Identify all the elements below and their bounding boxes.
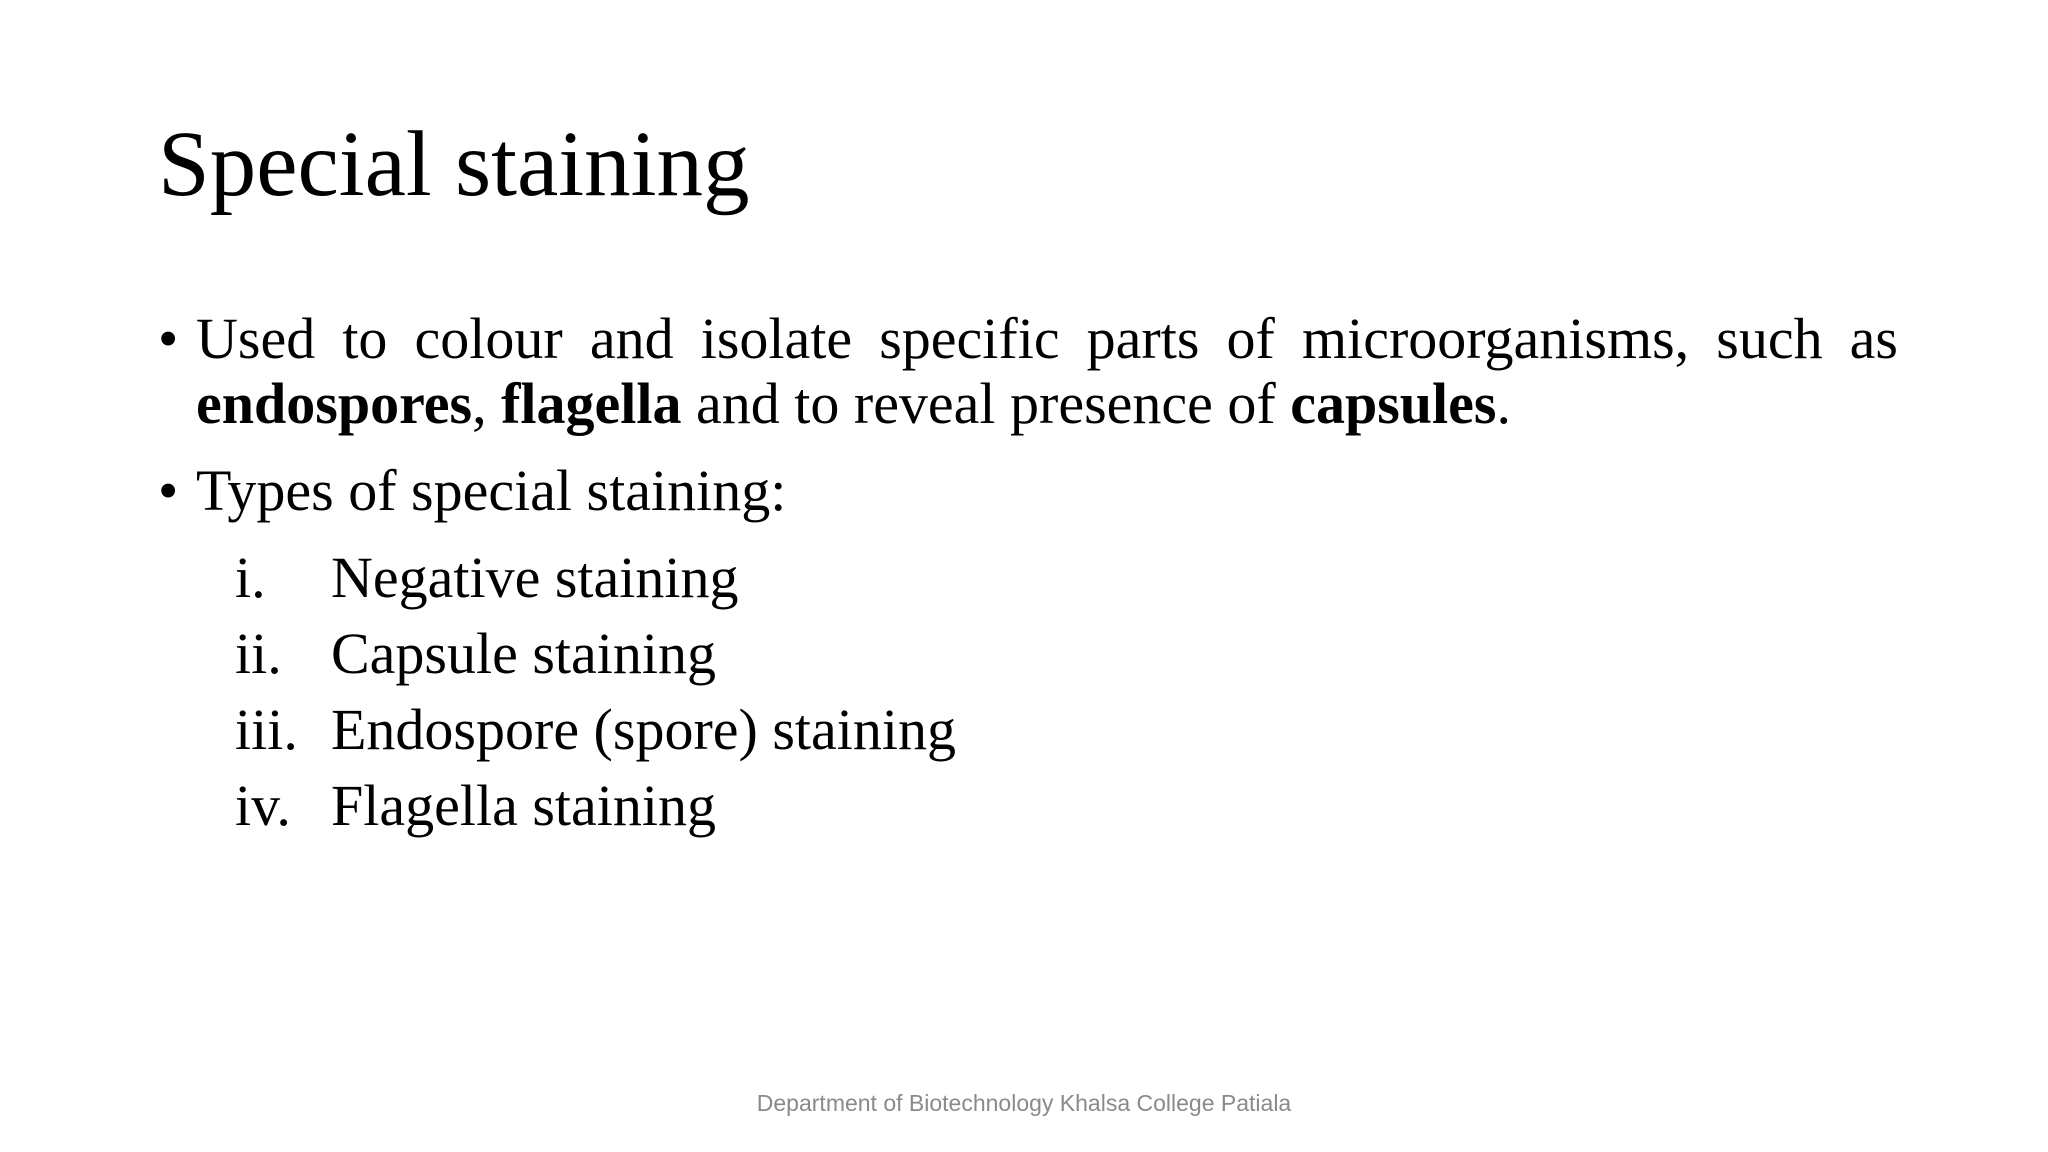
numbered-list <box>158 545 1898 849</box>
bullet-text-part: , <box>472 371 502 436</box>
bullet-text-bold-capsules: capsules <box>1290 371 1497 436</box>
list-numeral: ii. <box>235 621 282 686</box>
bullet-text: Types of special staining: <box>196 458 787 523</box>
slide-body <box>158 306 1898 849</box>
bullet-text-part: and to reveal presence of <box>681 371 1291 436</box>
bullet-text-bold-endospores: endospores <box>196 371 473 436</box>
bullet-item <box>158 458 1898 523</box>
list-item <box>158 621 1898 697</box>
slide-title: Special staining <box>158 113 750 216</box>
list-item-text: Endospore (spore) staining <box>331 697 956 762</box>
slide-footer: Department of Biotechnology Khalsa College Patiala <box>756 1090 1292 1116</box>
list-numeral: iv. <box>235 773 291 838</box>
list-numeral: iii. <box>235 697 298 762</box>
list-item-text: Capsule staining <box>331 621 717 686</box>
bullet-text <box>196 306 1898 436</box>
list-item <box>158 773 1898 849</box>
bullet-icon: • <box>158 458 179 523</box>
list-item <box>158 545 1898 621</box>
bullet-text-bold-flagella: flagella <box>501 371 682 436</box>
list-item <box>158 697 1898 773</box>
list-item-text: Negative staining <box>331 545 739 610</box>
bullet-text-part: Used to colour and isolate specific parts of microorganisms, such as <box>196 306 1898 371</box>
list-item-text: Flagella staining <box>331 773 716 838</box>
bullet-text-part: . <box>1496 371 1511 436</box>
bullet-icon: • <box>158 306 179 371</box>
bullet-item <box>158 306 1898 436</box>
list-numeral: i. <box>235 545 266 610</box>
